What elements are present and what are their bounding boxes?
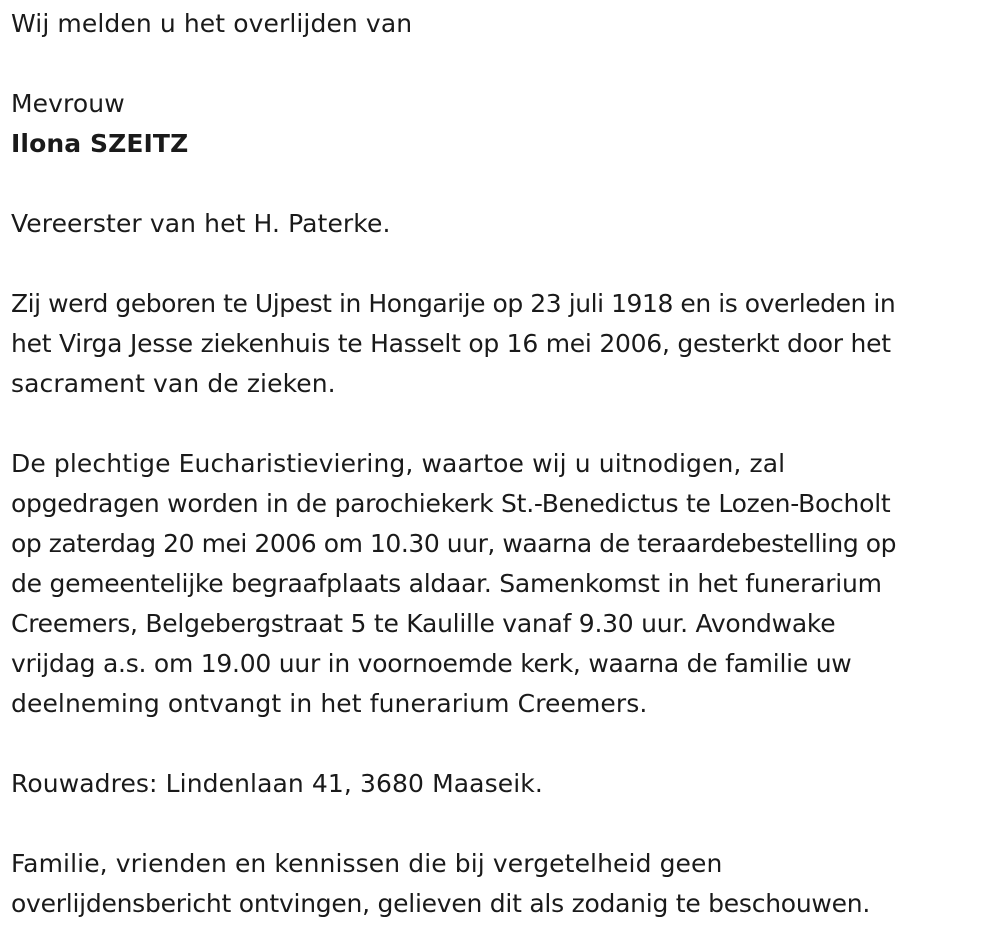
spacer: [11, 404, 1000, 444]
closing-line: Familie, vrienden en kennissen die bij vergetelheid geen: [11, 849, 723, 878]
honorific-line: Vereerster van het H. Paterke.: [11, 209, 391, 238]
ceremony-line: deelneming ontvangt in het funerarium Creemers.: [11, 689, 648, 718]
spacer: [11, 804, 1000, 844]
deceased-name: Ilona SZEITZ: [11, 129, 189, 158]
spacer: [11, 44, 1000, 84]
closing-paragraph: [11, 844, 1000, 924]
spacer: [11, 724, 1000, 764]
ceremony-line: de gemeentelijke begraafplaats aldaar. Samenkomst in het funerarium: [11, 569, 882, 598]
ceremony-line: De plechtige Eucharistieviering, waartoe wij u uitnodigen, zal: [11, 449, 786, 478]
title-line: Mevrouw: [11, 89, 125, 118]
ceremony-line: opgedragen worden in de parochiekerk St.-Benedictus te Lozen-Bocholt: [11, 489, 891, 518]
birth-paragraph: [11, 284, 1000, 404]
ceremony-line: vrijdag a.s. om 19.00 uur in voornoemde kerk, waarna de familie uw: [11, 649, 852, 678]
spacer: [11, 164, 1000, 204]
ceremony-line: op zaterdag 20 mei 2006 om 10.30 uur, waarna de teraardebestelling op: [11, 529, 897, 558]
birth-line: sacrament van de zieken.: [11, 369, 336, 398]
spacer: [11, 244, 1000, 284]
birth-line: Zij werd geboren te Ujpest in Hongarije op 23 juli 1918 en is overleden in: [11, 289, 896, 318]
intro-line: Wij melden u het overlijden van: [11, 9, 413, 38]
ceremony-line: Creemers, Belgebergstraat 5 te Kaulille vanaf 9.30 uur. Avondwake: [11, 609, 836, 638]
birth-line: het Virga Jesse ziekenhuis te Hasselt op 16 mei 2006, gesterkt door het: [11, 329, 891, 358]
closing-line: overlijdensbericht ontvingen, gelieven dit als zodanig te beschouwen.: [11, 889, 871, 918]
ceremony-paragraph: [11, 444, 1000, 724]
address-line: Rouwadres: Lindenlaan 41, 3680 Maaseik.: [11, 769, 543, 798]
